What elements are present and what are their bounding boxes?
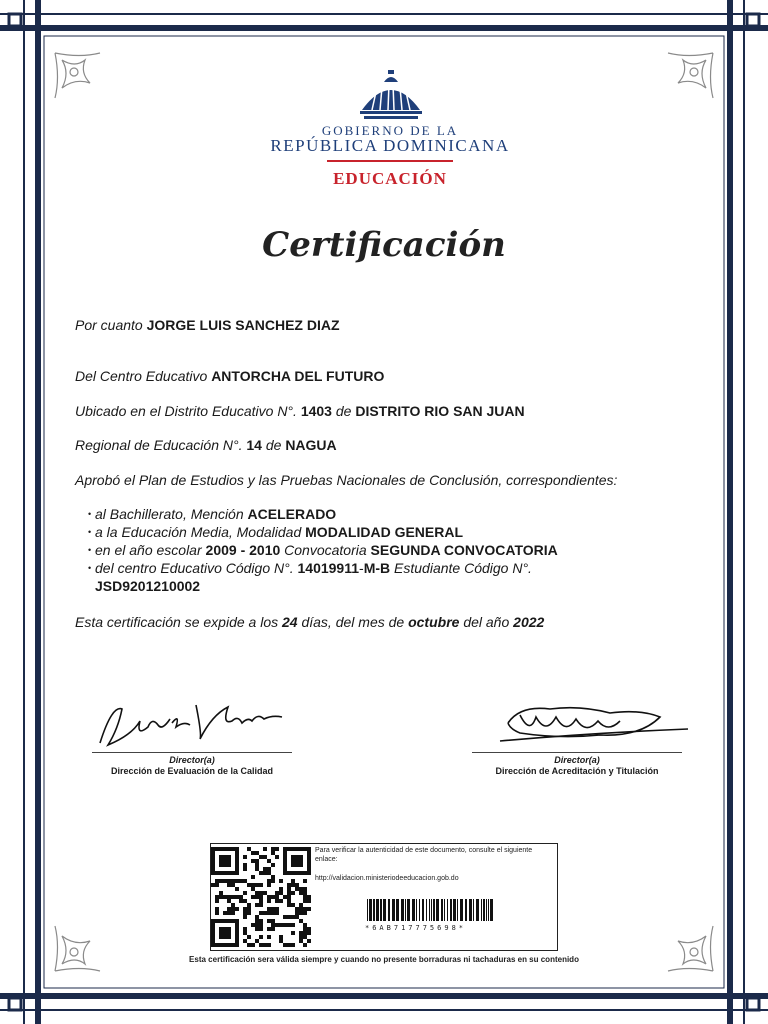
- issue-prefix: Esta certificación se expide a los: [75, 614, 279, 630]
- regional-prefix: Regional de Educación N°.: [75, 437, 243, 453]
- signatory-title-right: Director(a): [554, 755, 600, 765]
- district-number: 1403: [300, 403, 332, 419]
- gov-line-1: GOBIERNO DE LA: [321, 123, 459, 138]
- verification-url[interactable]: http://validacion.ministeriodeeducacion.gob.do: [315, 875, 459, 882]
- corner-ornament-bottom-left: [50, 916, 110, 976]
- center-code-value: 14019911: [297, 560, 360, 576]
- signatory-office-right: Dirección de Acreditación y Titulación: [495, 766, 659, 776]
- issue-year: 2022: [513, 614, 545, 630]
- school-line: [75, 368, 384, 384]
- verification-box: [210, 843, 558, 951]
- issue-mid2: del año: [463, 614, 510, 630]
- government-logo: [240, 68, 540, 188]
- district-name: DISTRITO RIO SAN JUAN: [355, 403, 525, 419]
- convocatoria-value: SEGUNDA CONVOCATORIA: [370, 542, 558, 558]
- achievement-list: [76, 505, 558, 595]
- district-de: de: [335, 403, 352, 419]
- school-year-value: 2009 - 2010: [205, 542, 281, 558]
- school-year-prefix: en el año escolar: [95, 542, 202, 558]
- modalidad-value: MODALIDAD GENERAL: [305, 524, 464, 540]
- school-prefix: Del Centro Educativo: [75, 368, 208, 384]
- bachillerato-prefix: al Bachillerato, Mención: [95, 506, 244, 522]
- convocatoria-label: Convocatoria: [284, 542, 367, 558]
- student-name: JORGE LUIS SANCHEZ DIAZ: [146, 317, 340, 333]
- list-item: [76, 541, 558, 559]
- center-code-prefix: del centro Educativo Código N°.: [95, 560, 294, 576]
- issue-day: 24: [282, 614, 298, 630]
- barcode-number: *6AB717775698*: [365, 924, 467, 932]
- signature-line-right: [472, 752, 682, 753]
- signature-right: [490, 695, 690, 755]
- gov-line-2: REPÚBLICA DOMINICANA: [270, 136, 510, 155]
- regional-name: NAGUA: [285, 437, 337, 453]
- dome-icon: [358, 70, 424, 122]
- student-line: [75, 317, 340, 333]
- corner-ornament-top-right: [658, 48, 718, 108]
- corner-ornament-top-left: [50, 48, 110, 108]
- signatory-title-left: Director(a): [169, 755, 215, 765]
- student-code-prefix: Estudiante Código N°.: [394, 560, 532, 576]
- district-prefix: Ubicado en el Distrito Educativo N°.: [75, 403, 297, 419]
- validity-note: Esta certificación sera válida siempre y cuando no presente borraduras ni tachaduras en su contenido: [189, 955, 579, 964]
- verification-text: Para verificar la autenticidad de este documento, consulte el siguiente enlace:: [315, 847, 533, 863]
- regional-line: [75, 437, 337, 453]
- bachillerato-value: ACELERADO: [247, 506, 337, 522]
- signature-left: [92, 695, 302, 755]
- district-line: [75, 403, 525, 419]
- barcode-icon: [367, 899, 497, 921]
- signature-line-left: [92, 752, 292, 753]
- department-name: EDUCACIÓN: [333, 169, 447, 188]
- school-name: ANTORCHA DEL FUTURO: [211, 368, 385, 384]
- logo-divider: [327, 160, 453, 162]
- student-code-value: JSD9201210002: [95, 578, 201, 594]
- list-item: [76, 523, 558, 541]
- list-item: [76, 505, 558, 523]
- modalidad-prefix: a la Educación Media, Modalidad: [95, 524, 302, 540]
- approval-line: [75, 472, 617, 488]
- issue-mid1: días, del mes de: [301, 614, 405, 630]
- student-prefix: Por cuanto: [75, 317, 143, 333]
- document-title: Certificación: [262, 225, 506, 265]
- signatory-office-left: Dirección de Evaluación de la Calidad: [110, 766, 274, 776]
- issue-month: octubre: [408, 614, 460, 630]
- qr-code-icon[interactable]: [211, 844, 311, 950]
- code-dash: -: [359, 560, 364, 576]
- corner-ornament-bottom-right: [658, 916, 718, 976]
- list-item: [76, 559, 558, 595]
- issue-line: [75, 614, 544, 630]
- regional-number: 14: [246, 437, 262, 453]
- regional-de: de: [265, 437, 282, 453]
- section-code: M-B: [363, 560, 391, 576]
- approval-text: Aprobó el Plan de Estudios y las Pruebas Nacionales de Conclusión, correspondientes:: [75, 472, 618, 488]
